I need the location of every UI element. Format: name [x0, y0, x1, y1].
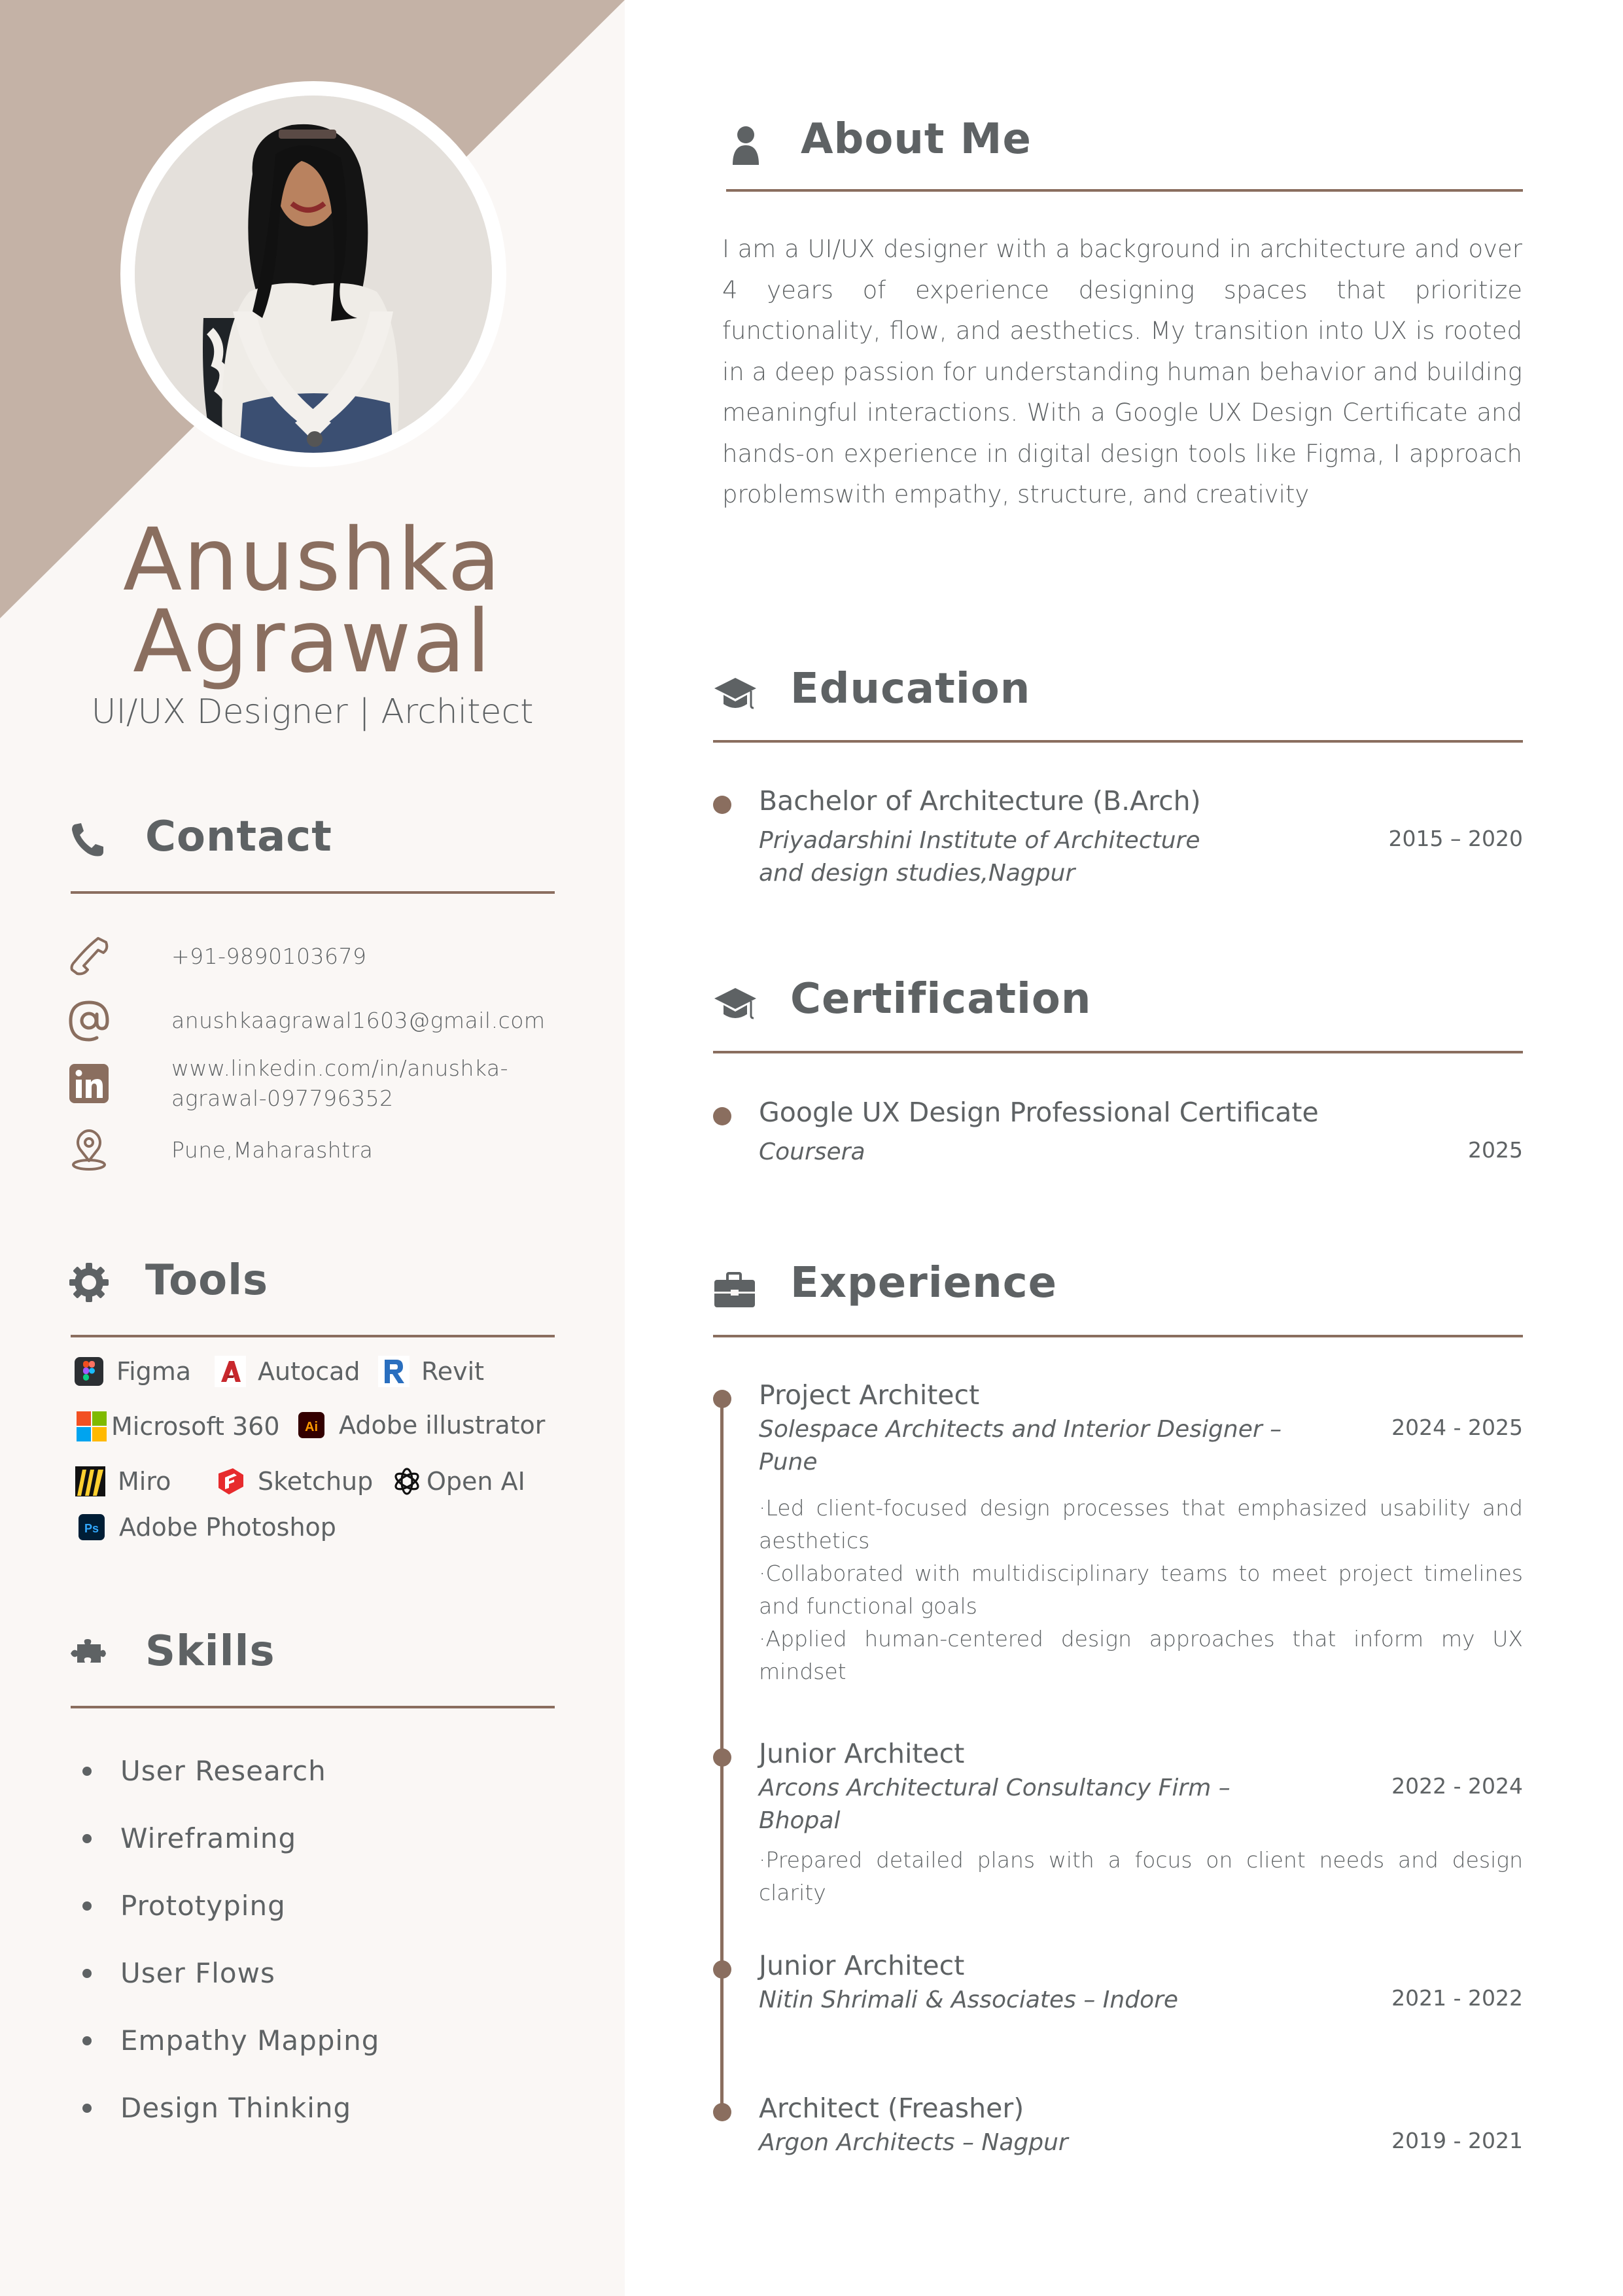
tool-label: Open AI [427, 1467, 525, 1496]
education-entry [713, 785, 1523, 890]
experience-entry [713, 1379, 1523, 1687]
avatar [135, 96, 492, 453]
bullet-dot [713, 1107, 731, 1125]
tool-microsoft [76, 1408, 280, 1445]
at-icon [68, 1000, 110, 1042]
tools-title: Tools [145, 1256, 269, 1305]
tool-autocad [215, 1353, 360, 1390]
company: Solespace Architects and Interior Designer – Pune [759, 1416, 1282, 1475]
bullet-dot [82, 1767, 92, 1776]
company: Nitin Shrimali & Associates – Indore [759, 1987, 1179, 2013]
skill-label: Prototyping [120, 1890, 286, 1922]
certification-title: Certification [790, 975, 1092, 1023]
experience-divider [713, 1335, 1523, 1337]
tool-label: Autocad [258, 1357, 360, 1386]
experience-entry [713, 1950, 1523, 2028]
tool-label: Microsoft 360 [111, 1412, 280, 1441]
institution: Priyadarshini Institute of Architecture and design studies,Nagpur [759, 827, 1200, 887]
tool-label: Miro [118, 1467, 171, 1496]
skills-heading [68, 1621, 555, 1693]
bullet-dot [713, 796, 731, 814]
tools-divider [71, 1335, 555, 1337]
experience-entry [713, 2093, 1523, 2171]
tool-label: Sketchup [258, 1467, 374, 1496]
tool-openai [391, 1463, 525, 1500]
profile-photo [135, 96, 492, 453]
graduation-cap-icon [713, 674, 756, 717]
tool-photoshop [76, 1509, 336, 1545]
contact-title: Contact [145, 813, 332, 861]
experience-title: Experience [790, 1259, 1058, 1307]
contact-linkedin[interactable] [68, 1053, 552, 1114]
openai-icon [391, 1466, 423, 1497]
role: Junior Architect [759, 1950, 965, 1981]
skills-title: Skills [145, 1627, 275, 1676]
contact-divider [71, 891, 555, 894]
job-subtitle: UI/UX Designer | Architect [91, 692, 534, 732]
tool-figma [73, 1353, 191, 1390]
timeline-dot [713, 1960, 731, 1979]
timeline-dot [713, 1748, 731, 1767]
tool-illustrator [296, 1407, 545, 1443]
dates: 2024 - 2025 [1391, 1415, 1523, 1440]
figma-icon [73, 1356, 105, 1387]
experience-heading [713, 1255, 1523, 1327]
adobe-photoshop-icon [76, 1511, 107, 1543]
company: Arcons Architectural Consultancy Firm – Bhopal [759, 1775, 1230, 1834]
tool-label: Adobe Photoshop [119, 1513, 336, 1542]
contact-heading [68, 806, 555, 878]
education-heading [713, 661, 1523, 733]
phone-icon [68, 936, 110, 978]
svg-text:Ps: Ps [84, 1522, 99, 1535]
tool-label: Adobe illustrator [339, 1411, 546, 1439]
skill-item [68, 1939, 379, 2007]
certification-divider [713, 1051, 1523, 1053]
certificate-issuer: Coursera [759, 1139, 865, 1165]
skill-label: Empathy Mapping [120, 2024, 380, 2057]
dates: 2022 - 2024 [1391, 1773, 1523, 1799]
sketchup-icon [215, 1466, 246, 1497]
certification-entry [713, 1097, 1523, 1175]
timeline-dot [713, 2103, 731, 2121]
education-title: Education [790, 665, 1031, 713]
bullet-dot [82, 1834, 92, 1843]
tool-sketchup [215, 1463, 373, 1500]
skill-item [68, 2007, 379, 2074]
contact-linkedin-text: www.linkedin.com/in/anushka-agrawal-097796352 [171, 1055, 509, 1111]
skill-label: User Flows [120, 1957, 275, 1989]
contact-phone-text: +91-9890103679 [171, 944, 367, 969]
skill-label: Design Thinking [120, 2092, 352, 2124]
skill-label: Wireframing [120, 1822, 297, 1854]
skill-label: User Research [120, 1755, 326, 1787]
education-divider [713, 740, 1523, 743]
skills-divider [71, 1706, 555, 1708]
role: Architect (Freasher) [759, 2093, 1024, 2124]
puzzle-icon [68, 1633, 110, 1674]
certification-heading [713, 971, 1523, 1043]
contact-phone[interactable] [68, 936, 552, 978]
role: Project Architect [759, 1379, 980, 1411]
certificate-year: 2025 [1468, 1137, 1523, 1163]
skill-item [68, 2074, 379, 2142]
name-first: Anushka [122, 510, 502, 610]
dates: 2019 - 2021 [1391, 2128, 1523, 2153]
tool-label: Revit [421, 1357, 485, 1386]
svg-text:Ai: Ai [305, 1420, 318, 1434]
bullet-dot [82, 1901, 92, 1911]
briefcase-icon [713, 1268, 756, 1311]
timeline-dot [713, 1390, 731, 1408]
tool-miro [75, 1463, 171, 1500]
tool-label: Figma [116, 1357, 192, 1386]
tools-heading [68, 1250, 555, 1322]
responsibility: ·Applied human-centered design approaches that inform my UX mindset [759, 1626, 1523, 1684]
microsoft-icon [76, 1411, 107, 1442]
bullet-dot [82, 1969, 92, 1978]
education-dates: 2015 – 2020 [1388, 826, 1523, 851]
tool-revit [378, 1353, 484, 1390]
autocad-icon [215, 1356, 246, 1387]
adobe-illustrator-icon [296, 1409, 327, 1441]
certificate-name: Google UX Design Professional Certificate [759, 1097, 1319, 1128]
bullet-dot [82, 2036, 92, 2045]
experience-entry [713, 1738, 1523, 1915]
skills-list [68, 1737, 379, 2142]
about-heading [725, 111, 1523, 183]
contact-location [68, 1129, 552, 1171]
linkedin-icon [68, 1063, 110, 1104]
about-title: About Me [801, 115, 1032, 164]
gear-icon [68, 1262, 110, 1303]
responsibility: ·Led client-focused design processes that emphasized usability and aesthetics [759, 1495, 1523, 1553]
graduation-cap-icon [713, 984, 756, 1027]
contact-email[interactable] [68, 1000, 552, 1042]
company: Argon Architects – Nagpur [759, 2129, 1068, 2156]
responsibility: ·Collaborated with multidisciplinary teams to meet project timelines and functional goals [759, 1561, 1523, 1619]
contact-email-text: anushkaagrawal1603@gmail.com [171, 1008, 546, 1033]
name-last: Agrawal [133, 592, 492, 692]
bullet-dot [82, 2104, 92, 2113]
user-icon [733, 124, 776, 168]
skill-item [68, 1737, 379, 1805]
revit-icon [378, 1356, 410, 1387]
dates: 2021 - 2022 [1391, 1985, 1523, 2011]
degree: Bachelor of Architecture (B.Arch) [759, 785, 1201, 817]
skill-item [68, 1872, 379, 1939]
role: Junior Architect [759, 1738, 965, 1769]
miro-icon [75, 1466, 106, 1497]
responsibility: ·Prepared detailed plans with a focus on client needs and design clarity [759, 1847, 1523, 1905]
sidebar [0, 0, 625, 2296]
location-pin-icon [68, 1129, 110, 1171]
phone-solid-icon [68, 818, 110, 860]
contact-location-text: Pune,Maharashtra [171, 1137, 374, 1163]
about-text: I am a UI/UX designer with a background in architecture and over 4 years of experience designing spaces that prioritize functionality, flow, and aesthetics. My transition into UX is rooted in a deep passion for understanding human behavior and building meaningful interactions. With a Google UX Design Certificate and hands-on experience in digital design tools like Figma, I approach problemswith empathy, structure, and creativity [722, 235, 1522, 508]
about-divider [726, 189, 1523, 192]
skill-item [68, 1805, 379, 1872]
